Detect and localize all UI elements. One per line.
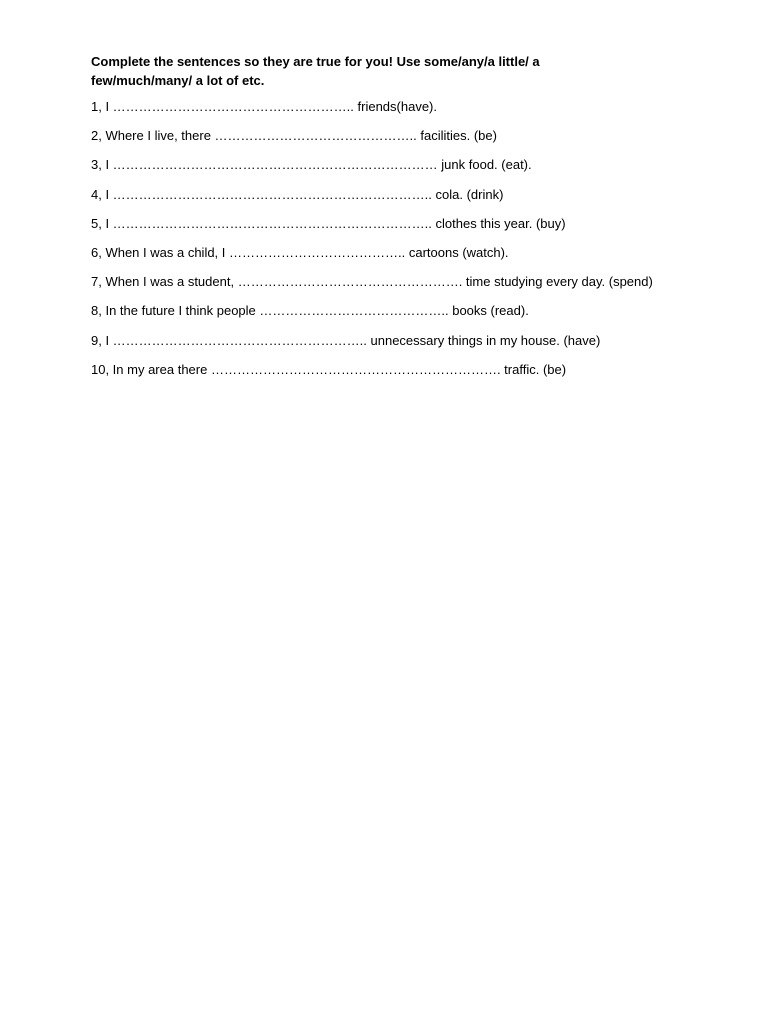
exercise-item-1: 1, I ……………………………………………….. friends(have).: [91, 99, 437, 114]
exercise-item-8: 8, In the future I think people …………………………………….. books (read).: [91, 303, 529, 319]
exercise-item-10: 10, In my area there …………………………………………………………. traffic. (be): [91, 361, 567, 377]
exercise-item-3: 3, I ………………………………………………………………… junk food. (eat).: [91, 157, 532, 173]
exercise-item-6: 6, When I was a child, I ………………………………….. cartoons (watch).: [91, 244, 509, 260]
worksheet: [91, 52, 691, 391]
exercise-item-5: 5, I ……………………………………………………………….. clothes this year. (buy): [91, 215, 566, 231]
exercise-item-9: 9, I ………………………………………………….. unnecessary things in my house. (have): [91, 332, 601, 348]
instruction-text: Complete the sentences so they are true for you! Use some/any/a little/ a few/much/many/ a lot of etc.: [91, 54, 540, 88]
exercise-item-2: 2, Where I live, there ……………………………………….. facilities. (be): [91, 128, 497, 144]
exercise-list: [91, 99, 691, 378]
exercise-item-7: 7, When I was a student, ……………………………………………. time studying every day. (spend): [91, 274, 653, 290]
exercise-item-4: 4, I ……………………………………………………………….. cola. (drink): [91, 186, 504, 202]
